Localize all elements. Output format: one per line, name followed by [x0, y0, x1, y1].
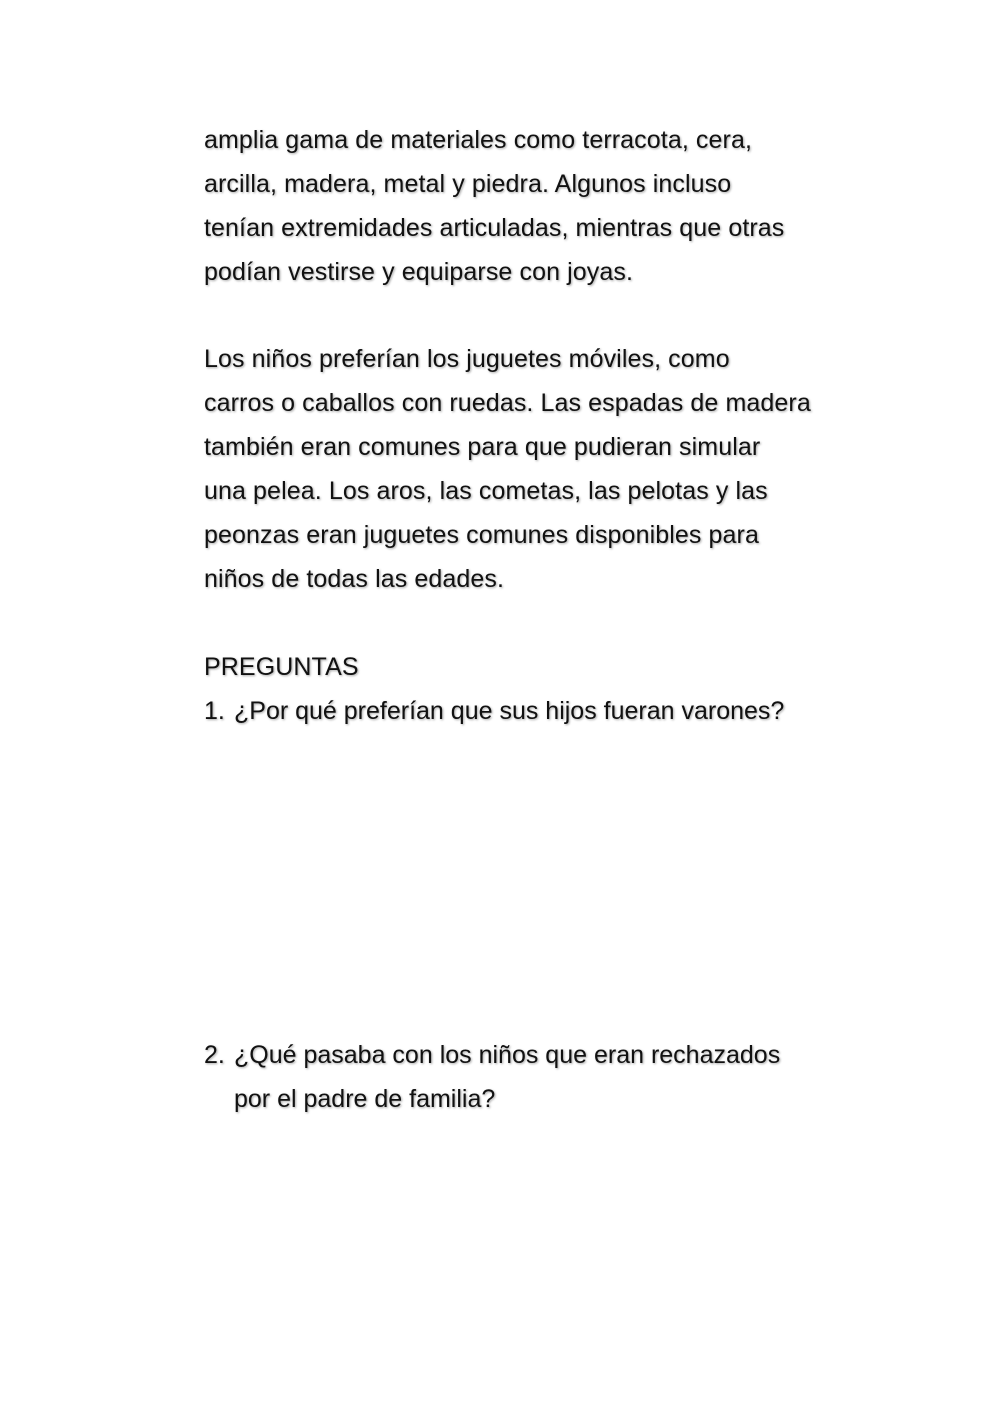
paragraph-line: peonzas eran juguetes comunes disponibles para	[204, 521, 759, 549]
question-number: 2.	[204, 1041, 225, 1069]
paragraph-line: arcilla, madera, metal y piedra. Algunos incluso	[204, 170, 732, 198]
paragraph-materials	[204, 118, 864, 294]
paragraph-line: Los niños preferían los juguetes móviles, como	[204, 345, 730, 373]
questions-heading	[204, 645, 864, 689]
question-text: ¿Qué pasaba con los niños que eran rechazados	[234, 1041, 781, 1069]
paragraph-line: tenían extremidades articuladas, mientras que otras	[204, 214, 785, 242]
question-text-continuation: por el padre de familia?	[234, 1085, 496, 1113]
question-line	[204, 689, 864, 733]
paragraph-line: amplia gama de materiales como terracota, cera,	[204, 126, 752, 154]
paragraph-line: también eran comunes para que pudieran simular	[204, 433, 761, 461]
question-1	[204, 689, 864, 733]
question-number: 1.	[204, 697, 225, 725]
question-2	[204, 1033, 864, 1121]
paragraph-line: podían vestirse y equiparse con joyas.	[204, 258, 634, 286]
paragraph-line: niños de todas las edades.	[204, 565, 505, 593]
paragraph-line: una pelea. Los aros, las cometas, las pelotas y las	[204, 477, 768, 505]
question-text: ¿Por qué preferían que sus hijos fueran varones?	[234, 697, 785, 725]
paragraph-toys	[204, 337, 864, 601]
question-line	[204, 1033, 864, 1077]
section-heading: PREGUNTAS	[204, 653, 359, 681]
paragraph-line: carros o caballos con ruedas. Las espadas de madera	[204, 389, 811, 417]
